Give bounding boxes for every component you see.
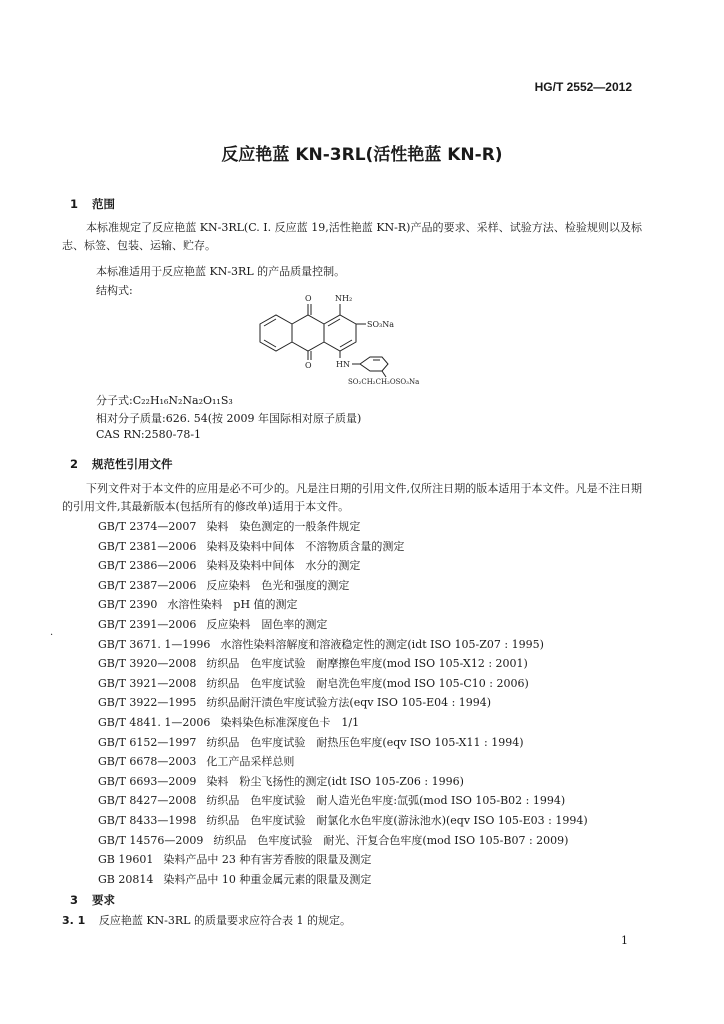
reference-item: [98, 577, 588, 597]
section-3-heading: [70, 892, 115, 908]
section-title: 范围: [92, 197, 116, 211]
reference-item: [98, 871, 588, 891]
hn-label: HN: [336, 360, 350, 369]
oxygen-top-label: O: [305, 294, 312, 303]
reference-title: 水溶性染料溶解度和溶液稳定性的测定(idt ISO 105-Z07 : 1995): [220, 637, 544, 651]
reference-code: GB/T 2374—2007: [98, 520, 197, 533]
benzene-ring-right: [324, 315, 356, 351]
reference-title: 纺织品 色牢度试验 耐氯化水色牢度(游泳池水)(eqv ISO 105-E03 : 1994): [206, 813, 588, 827]
reference-title: 纺织品耐汗渍色牢度试验方法(eqv ISO 105-E04 : 1994): [206, 696, 492, 710]
oxygen-bottom-label: O: [305, 361, 312, 370]
molecular-formula: 分子式:C₂₂H₁₆N₂Na₂O₁₁S₃: [96, 394, 233, 407]
reference-code: GB/T 3921—2008: [98, 676, 197, 690]
reference-item: [98, 655, 588, 675]
section-number: 3: [70, 893, 79, 907]
reference-code: GB/T 2391—2006: [98, 617, 197, 631]
section-title: 要求: [92, 893, 116, 907]
structure-label: 结构式:: [96, 284, 133, 297]
reference-title: 染料 粉尘飞扬性的测定(idt ISO 105-Z06 : 1996): [206, 774, 464, 788]
reference-title: 纺织品 色牢度试验 耐光、汗复合色牢度(mod ISO 105-B07 : 2009): [213, 833, 569, 847]
reference-item: [98, 538, 588, 558]
sulfonyl-tail-label: SO₂CH₂CH₂OSO₃Na: [348, 378, 420, 386]
reference-code: GB/T 3922—1995: [98, 696, 197, 710]
reference-title: 纺织品 色牢度试验 耐摩擦色牢度(mod ISO 105-X12 : 2001): [206, 657, 528, 671]
reference-code: GB 19601: [98, 853, 154, 867]
reference-item: [98, 518, 588, 538]
nh2-label: NH₂: [335, 294, 353, 303]
scope-applicability: 本标准适用于反应艳蓝 KN-3RL 的产品质量控制。: [96, 265, 346, 278]
reference-code: GB/T 14576—2009: [98, 833, 204, 847]
page-number: 1: [621, 934, 628, 947]
document-title: 反应艳蓝 KN-3RL(活性艳蓝 KN-R): [221, 145, 503, 165]
reference-item: [98, 792, 588, 812]
reference-title: 染料 染色测定的一般条件规定: [206, 520, 361, 533]
reference-code: GB/T 8433—1998: [98, 813, 197, 827]
reference-title: 纺织品 色牢度试验 耐热压色牢度(eqv ISO 105-X11 : 1994): [206, 735, 524, 749]
reference-title: 染料及染料中间体 不溶物质含量的测定: [206, 539, 405, 553]
reference-item: [98, 557, 588, 577]
reference-code: GB/T 2386—2006: [98, 559, 197, 573]
reference-item: [98, 851, 588, 871]
section-number: 1: [70, 197, 79, 211]
reference-item: [98, 694, 588, 714]
section-2-heading: [70, 456, 173, 472]
reference-code: GB/T 4841. 1—2006: [98, 715, 211, 729]
reference-code: GB/T 2390: [98, 598, 158, 612]
reference-item: [98, 596, 588, 616]
so3na-label: SO₃Na: [367, 320, 395, 329]
reference-item: [98, 812, 588, 832]
structural-formula: [256, 288, 456, 386]
references-intro: 下列文件对于本文件的应用是必不可少的。凡是注日期的引用文件,仅所注日期的版本适用于本文件。凡是不注日期的引用文件,其最新版本(包括所有的修改单)适用于本文件。: [62, 482, 642, 513]
reference-title: 反应染料 固色率的测定: [206, 617, 328, 631]
clause-text: 反应艳蓝 KN-3RL 的质量要求应符合表 1 的规定。: [98, 914, 351, 927]
reference-title: 纺织品 色牢度试验 耐皂洗色牢度(mod ISO 105-C10 : 2006): [206, 676, 529, 690]
reference-code: GB/T 6152—1997: [98, 735, 197, 749]
reference-list: [98, 518, 588, 890]
reference-title: 染料产品中 23 种有害芳香胺的限量及测定: [163, 853, 372, 867]
reference-title: 反应染料 色光和强度的测定: [206, 578, 350, 592]
reference-title: 染料产品中 10 种重金属元素的限量及测定: [163, 872, 372, 886]
reference-item: [98, 734, 588, 754]
phenyl-ring: [360, 357, 388, 371]
reference-code: GB/T 3920—2008: [98, 657, 197, 671]
clause-number: 3. 1: [62, 914, 86, 927]
reference-title: 染料染色标准深度色卡 1/1: [220, 715, 360, 729]
section-1-heading: [70, 196, 115, 212]
reference-item: [98, 636, 588, 656]
clause-3-1: [62, 912, 351, 928]
quinone-ring: [292, 315, 324, 351]
molecular-mass: 相对分子质量:626. 54(按 2009 年国际相对原子质量): [96, 412, 362, 425]
reference-title: 纺织品 色牢度试验 耐人造光色牢度:氙弧(mod ISO 105-B02 : 1994): [206, 794, 566, 808]
reference-code: GB/T 6678—2003: [98, 755, 197, 769]
reference-title: 染料及染料中间体 水分的测定: [206, 559, 361, 573]
reference-item: [98, 714, 588, 734]
reference-title: 化工产品采样总则: [206, 755, 295, 769]
benzene-ring-left: [260, 315, 292, 351]
scope-paragraph: 本标准规定了反应艳蓝 KN-3RL(C. I. 反应蓝 19,活性艳蓝 KN-R)产品的要求、采样、试验方法、检验规则以及标志、标签、包装、运输、贮存。: [62, 221, 642, 252]
section-number: 2: [70, 457, 79, 471]
section-title: 规范性引用文件: [92, 457, 173, 471]
reference-title: 水溶性染料 pH 值的测定: [167, 598, 298, 612]
standard-code: HG/T 2552—2012: [534, 80, 632, 94]
reference-item: [98, 616, 588, 636]
reference-item: [98, 753, 588, 773]
reference-code: GB/T 2381—2006: [98, 539, 197, 553]
reference-item: [98, 773, 588, 793]
reference-item: [98, 675, 588, 695]
reference-code: GB/T 8427—2008: [98, 794, 197, 808]
reference-item: [98, 832, 588, 852]
reference-code: GB/T 6693—2009: [98, 774, 197, 788]
margin-mark: ·: [50, 630, 54, 641]
reference-code: GB/T 2387—2006: [98, 578, 197, 592]
cas-number: CAS RN:2580-78-1: [96, 428, 202, 441]
reference-code: GB/T 3671. 1—1996: [98, 637, 211, 651]
reference-code: GB 20814: [98, 872, 154, 886]
